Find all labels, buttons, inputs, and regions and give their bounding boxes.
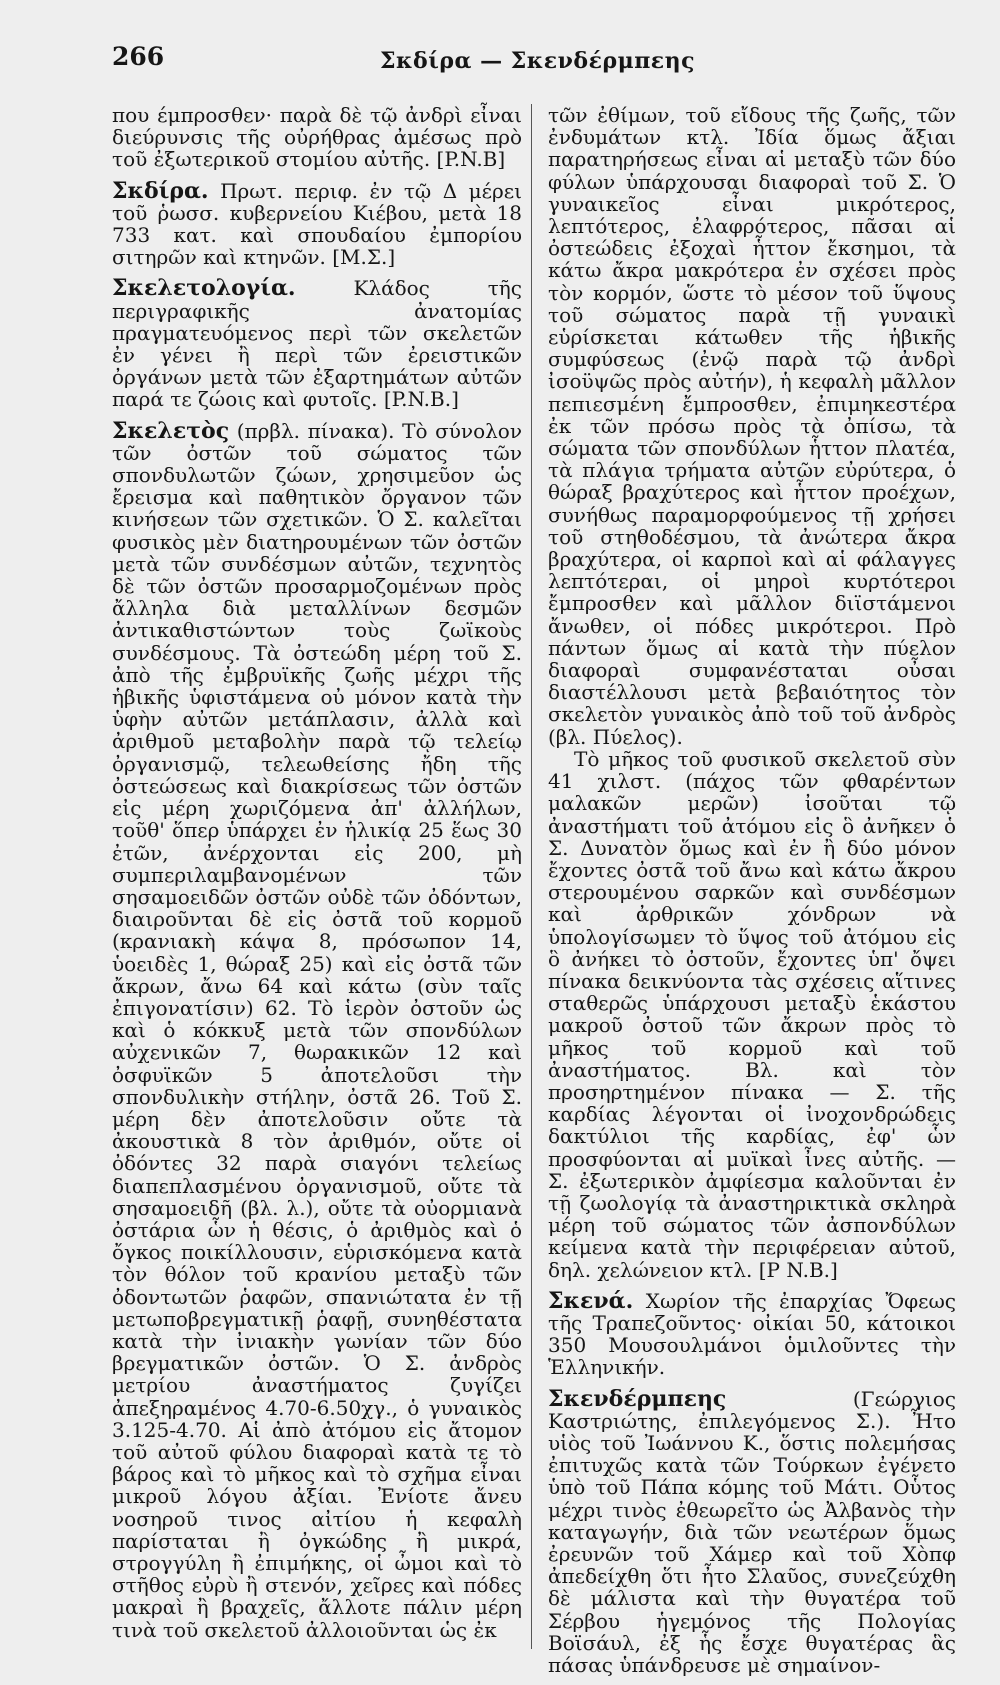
entry-text: Πρωτ. περιφ. ἐν τῷ Δ μέρει τοῦ ῥωσσ. κυβερνείου Κιέβου, μετὰ 18 733 κατ. καὶ σπουδαίου ἐμπορίου σιτηρῶν καὶ κτηνῶν. [Μ.Σ.]	[112, 178, 522, 270]
entry-text: Κλάδος τῆς περιγραφικῆς ἀνατομίας πραγματευόμενος περὶ τῶν σκελετῶν ἐν γένει ἢ περὶ τῶν ἐρειστικῶν ὀργάνων μετὰ τῶν ἐξαρτημάτων αὐτῶν παρά τε ζώοις καὶ φυτοῖς. [P.N.B.]	[112, 276, 522, 412]
entry-text: που έμπροσθεν· παρὰ δὲ τῷ ἀνδρὶ εἶναι διεύρυνσις τῆς οὐρήθρας ἀμέσως πρὸ τοῦ ἐξωτερικοῦ στομίου αὐτῆς. [P.N.B]	[112, 103, 522, 172]
headword: Σκελετὸς	[112, 417, 230, 444]
page-number: 266	[112, 42, 165, 71]
entry-skdira	[112, 177, 522, 270]
entry-skeletos	[112, 417, 522, 1642]
entry-body	[112, 277, 522, 410]
entry-body	[112, 417, 522, 1642]
entry-text: (Γεώργιος Καστριώτης, ἐπιλεγόμενος Σ.). Ἦτο υἱὸς τοῦ Ἰωάννου Κ., ὅστις πολεμήσας ἐπιτυχῶς κατὰ τῶν Τούρκων ἐγένετο ὑπὸ τοῦ Πάπα κόμης τοῦ Μάτι. Οὗτος μέχρι τινὸς ἐθεωρεῖτο ὡς Ἀλβανὸς τὴν καταγωγήν, διὰ τῶν νεωτέρων ὅμως ἐρευνῶν τοῦ Χάμερ καὶ τοῦ Χὸπφ ἀπεδείχθη ὅτι ἦτο Σλαῦος, συνεζεύχθη δὲ μάλιστα καὶ τὴν θυγατέρα τοῦ Σέρβου ἡγεμόνος τῆς Πολογίας Βοϊσάυλ, ἐξ ἧς ἔσχε θυγατέρας ἃς πάσας ὑπάνδρευσε μὲ σημαίνον-	[548, 1386, 956, 1678]
headword: Σκελετολογία.	[112, 275, 296, 302]
entry-skeletologia	[112, 277, 522, 410]
entry-skena	[548, 1287, 956, 1380]
entry-body	[548, 1385, 956, 1678]
headword: Σκενά.	[548, 1287, 634, 1314]
headword: Σκενδέρμπεης	[548, 1385, 727, 1412]
running-head: Σκδίρα — Σκενδέρμπεης	[380, 48, 696, 74]
entry-body	[112, 177, 522, 270]
entry-continuation	[112, 104, 522, 171]
entry-text: (πρβλ. πίνακα). Τὸ σύνολον τῶν ὀστῶν τοῦ σώματος τῶν σπονδυλωτῶν ζώων, χρησιμεῦον ὡς ἔρεισμα καὶ παθητικὸν ὄργανον τῶν κινήσεων τῶν σχετικῶν. Ὁ Σ. καλεῖται φυσικὸς μὲν διατηρουμένων τῶν ὀστῶν μετὰ τῶν συνδέσμων αὐτῶν, τεχνητὸς δὲ τῶν ὀστῶν προσαρμοζομένων πρὸς ἄλληλα διὰ μεταλλίνων δεσμῶν ἀντικαθιστώντων τοὺς ζωϊκοὺς συνδέσμους. Τὰ ὀστεώδη μέρη τοῦ Σ. ἀπὸ τῆς ἐμβρυϊκῆς ζωῆς μέχρι τῆς ἡβικῆς ὑφιστάμενα οὐ μόνον κατὰ τὴν ὑφὴν αὐτῶν μετάπλασιν, ἀλλὰ καὶ ἀριθμοῦ μεταβολὴν παρὰ τῷ τελείῳ ὀργανισμῷ, τελεωθείσης ἤδη τῆς ὀστεώσεως καὶ διακρίσεως τῶν ὀστῶν εἰς μέρη χωριζόμενα ἀπ' ἀλλήλων, τοῦθ' ὅπερ ὑπάρχει ἐν ἡλικίᾳ 25 ἕως 30 ἐτῶν, ἀνέρχονται εἰς 200, μὴ συμπεριλαμβανομένων τῶν σησαμοειδῶν ὀστῶν οὐδὲ τῶν ὀδόντων, διαιροῦνται δὲ εἰς ὀστᾶ τοῦ κορμοῦ (κρανιακὴ κάψα 8, πρόσωπον 14, ὑοειδὲς 1, θώραξ 25) καὶ εἰς ὀστᾶ τῶν ἄκρων, ἄνω 64 καὶ κάτω (σὺν ταῖς ἐπιγονατίσιν) 62. Τὸ ἱερὸν ὀστοῦν ὡς καὶ ὁ κόκκυξ μετὰ τῶν σπονδύλων αὐχενικῶν 7, θωρακικῶν 12 καὶ ὀσφυϊκῶν 5 ἀποτελοῦσι τὴν σπονδυλικὴν στήλην, ὀστᾶ 26. Τοῦ Σ. μέρη δὲν ἀποτελοῦσιν οὔτε τὰ ἀκουστικὰ 8 τὸν ἀριθμόν, οὔτε οἱ ὀδόντες 32 παρὰ σιαγόνι τελείως διαπεπλασμένου ὀργανισμοῦ, οὔτε τὰ σησαμοειδῆ (βλ. λ.), οὔτε τὰ οὐορμιανὰ ὀστάρια ὧν ἡ θέσις, ὁ ἀριθμὸς καὶ ὁ ὄγκος ποικίλλουσιν, εὑρισκόμενα κατὰ τὸν θόλον τοῦ κρανίου μεταξὺ τῶν ὀδοντωτῶν ῥαφῶν, σπανιώτατα ἐν τῇ μετωποβρεγματικῇ ῥαφῇ, συνηθέστατα κατὰ τὴν ἰνιακὴν γωνίαν τῶν δύο βρεγματικῶν ὀστῶν. Ὁ Σ. ἀνδρὸς μετρίου ἀναστήματος ζυγίζει ἀπεξηραμένος 4.70-6.50χγ., ὁ γυναικὸς 3.125-4.70. Αἱ ἀπὸ ἀτόμου εἰς ἄτομον τοῦ αὐτοῦ φύλου διαφοραὶ κατὰ τε τὸ βάρος καὶ τὸ μῆκος καὶ τὸ σχῆμα εἶναι μικροῦ λόγου ἀξίαι. Ἐνίοτε ἄνευ νοσηροῦ τινος αἰτίου ἡ κεφαλὴ παρίσταται ἢ ὀγκώδης ἢ μικρά, στρογγύλη ἢ ἐπιμήκης, οἱ ὦμοι καὶ τὸ στῆθος εὐρὺ ἢ στενόν, χεῖρες καὶ πόδες μακραὶ ἢ βραχεῖς, ἄλλοτε πάλιν μέρη τινὰ τοῦ σκελετοῦ ἀλλοιοῦνται ὡς ἐκ	[112, 418, 522, 1642]
headword: Σκδίρα.	[112, 177, 209, 204]
column-divider	[531, 104, 532, 1649]
entry-skenderbeis	[548, 1385, 956, 1678]
entry-body	[548, 1287, 956, 1380]
right-column	[548, 104, 956, 1685]
entry-skeletos-continuation	[548, 104, 956, 1281]
entry-text: Τὸ μῆκος τοῦ φυσικοῦ σκελετοῦ σὺν 41 χιλστ. (πάχος τῶν φθαρέντων μαλακῶν μερῶν) ἰσοῦται τῷ ἀναστήματι τοῦ ἀτόμου εἰς ὃ ἀνῆκεν ὁ Σ. Δυνατὸν ὅμως καὶ ἐν ἢ δύο μόνον ἔχοντες ὀστᾶ τοῦ ἄνω καὶ κάτω ἄκρου στερουμένου σαρκῶν καὶ συνδέσμων καὶ ἀρθρικῶν χόνδρων νὰ ὑπολογίσωμεν τὸ ὕψος τοῦ ἀτόμου εἰς ὃ ἀνήκει τὸ ὀστοῦν, ἔχοντες ὑπ' ὄψει πίνακα δεικνύοντα τὰς σχέσεις αἵτινες σταθερῶς ὑπάρχουσι μεταξὺ ἑκάστου μακροῦ ὀστοῦ τῶν ἄκρων πρὸς τὸ μῆκος τοῦ κορμοῦ καὶ τοῦ ἀναστήματος. Βλ. καὶ τὸν προσηρτημένον πίνακα — Σ. τῆς καρδίας λέγονται οἱ ἰνοχονδρώδεις δακτύλιοι τῆς καρδίας, ἐφ' ὧν προσφύονται αἱ μυϊκαὶ ἶνες αὐτῆς. — Σ. ἐξωτερικὸν ἀμφίεσμα καλοῦνται ἐν τῇ ζωολογίᾳ τὰ ἀναστηρικτικὰ σκληρὰ μέρη τοῦ σώματος τῶν ἀσπονδύλων κείμενα κατὰ τὴν περιφέρειαν αὐτοῦ, δηλ. χελώνειον κτλ. [P N.B.]	[548, 746, 956, 1282]
entry-text: τῶν ἐθίμων, τοῦ εἴδους τῆς ζωῆς, τῶν ἐνδυμάτων κτλ. Ἰδία ὅμως ἄξιαι παρατηρήσεως εἶναι αἱ μεταξὺ τῶν δύο φύλων ὑπάρχουσαι διαφοραὶ τοῦ Σ. Ὁ γυναικεῖος εἶναι μικρότερος, λεπτότερος, ἐλαφρότερος, πᾶσαι αἱ ὀστεώδεις ἐξοχαὶ ἧττον ἔκσημοι, τὰ κάτω ἄκρα μακρότερα ἐν σχέσει πρὸς τὸν κορμόν, ὥστε τὸ μέσον τοῦ ὕψους τοῦ σώματος παρὰ τῇ γυναικὶ εὑρίσκεται κάτωθεν τῆς ἡβικῆς συμφύσεως (ἐνῷ παρὰ τῷ ἀνδρὶ ἰσοϋψῶς πρὸς αὐτήν), ἡ κεφαλὴ μᾶλλον πεπιεσμένη ἔμπροσθεν, ἐπιμηκεστέρα ἐκ τῶν πρόσω πρὸς τὰ ὀπίσω, τὰ σώματα τῶν σπονδύλων ἧττον πλατέα, τὰ πλάγια τρήματα αὐτῶν εὐρύτερα, ὁ θώραξ βραχύτερος καὶ ἧττον προέχων, συνήθως παραμορφούμενος τῇ χρήσει τοῦ στηθοδέσμου, τὰ ἀνώτερα ἄκρα βραχύτερα, οἱ καρποὶ καὶ αἱ φάλαγγες λεπτότεραι, οἱ μηροὶ κυρτότεροι ἔμπροσθεν καὶ μᾶλλον διϊστάμενοι ἄνωθεν, οἱ πόδες μικρότεροι. Πρὸ πάντων ὅμως αἱ κατὰ τὴν πύελον διαφοραὶ συμφανέσταται οὖσαι διαστέλλουσι μετὰ βεβαιότητος τὸν σκελετὸν γυναικὸς ἀπὸ τοῦ τοῦ ἀνδρὸς (βλ. Πύελος).	[548, 103, 956, 749]
entry-text: Χωρίον τῆς ἐπαρχίας Ὄφεως τῆς Τραπεζοῦντος· οἰκίαι 50, κάτοικοι 350 Μουσουλμάνοι ὁμιλοῦντες τὴν Ἑλληνικήν.	[548, 1288, 956, 1380]
left-column	[112, 104, 522, 1650]
